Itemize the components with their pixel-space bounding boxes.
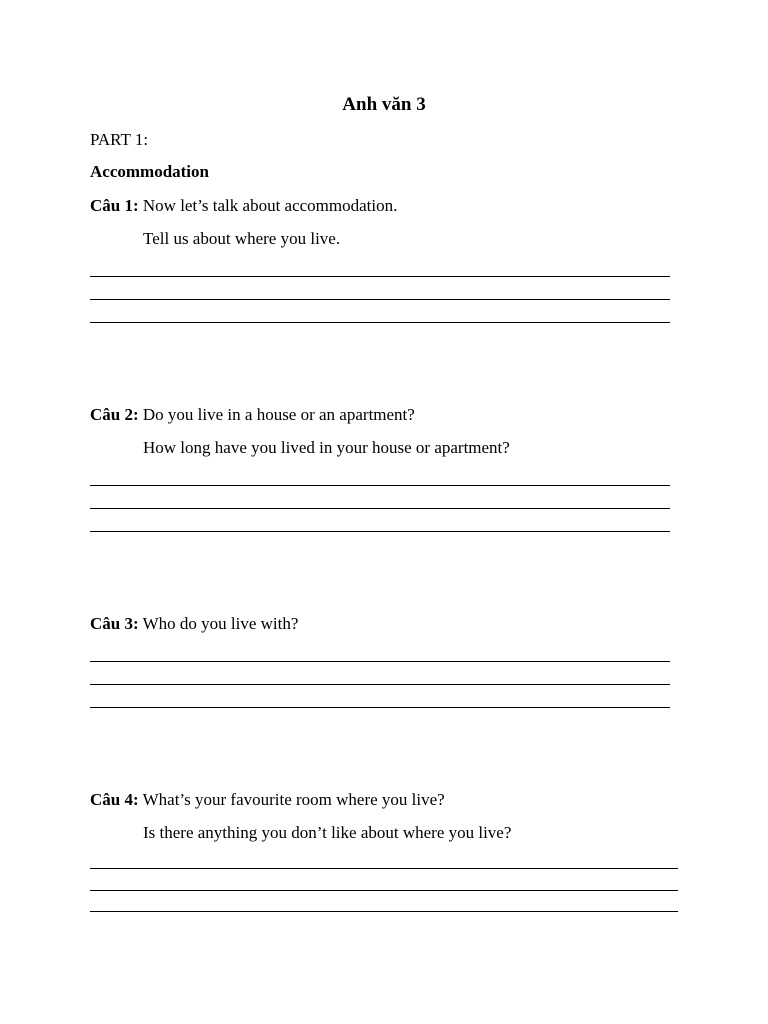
answer-line[interactable] xyxy=(90,868,678,869)
question-1 xyxy=(90,196,397,216)
answer-line[interactable] xyxy=(90,508,670,509)
answer-line[interactable] xyxy=(90,890,678,891)
part-label: PART 1: xyxy=(90,130,149,149)
question-1-text: Now let’s talk about accommodation. xyxy=(138,196,398,215)
question-1-label: Câu 1: xyxy=(90,196,139,215)
question-3-text: Who do you live with? xyxy=(138,614,299,633)
answer-line[interactable] xyxy=(90,322,670,323)
question-1-followup: Tell us about where you live. xyxy=(143,229,341,248)
answer-line[interactable] xyxy=(90,531,670,532)
answer-line[interactable] xyxy=(90,661,670,662)
question-3-label: Câu 3: xyxy=(90,614,139,633)
question-4-followup: Is there anything you don’t like about where you live? xyxy=(143,823,512,842)
question-4-text: What’s your favourite room where you live? xyxy=(138,790,445,809)
question-4 xyxy=(90,790,445,810)
answer-line[interactable] xyxy=(90,299,670,300)
question-2-text: Do you live in a house or an apartment? xyxy=(138,405,415,424)
answer-line[interactable] xyxy=(90,911,678,912)
page-title: Anh văn 3 xyxy=(342,94,426,115)
answer-line[interactable] xyxy=(90,485,670,486)
question-2 xyxy=(90,405,415,425)
question-2-followup: How long have you lived in your house or apartment? xyxy=(143,438,510,457)
answer-line[interactable] xyxy=(90,684,670,685)
question-2-label: Câu 2: xyxy=(90,405,139,424)
answer-line[interactable] xyxy=(90,707,670,708)
question-3 xyxy=(90,614,298,634)
answer-line[interactable] xyxy=(90,276,670,277)
section-heading: Accommodation xyxy=(90,162,209,181)
question-4-label: Câu 4: xyxy=(90,790,139,809)
